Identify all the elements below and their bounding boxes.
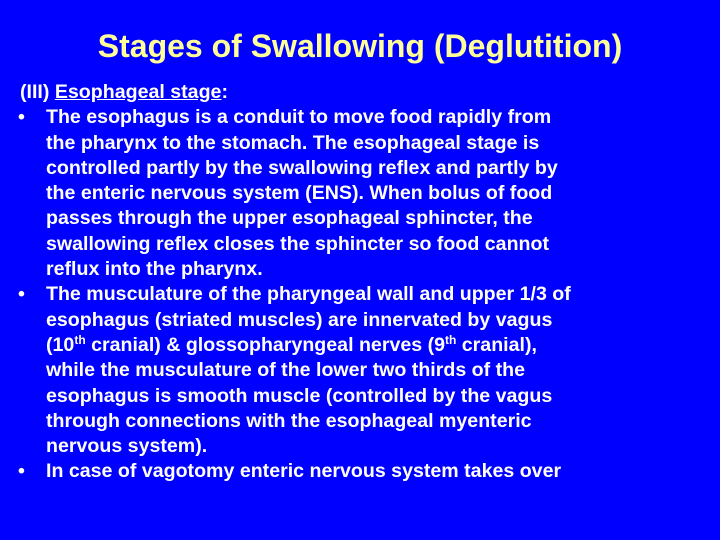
bullet-icon: • <box>18 460 25 483</box>
text-fragment: (10 <box>46 333 75 356</box>
bullet-line: passes through the upper esophageal sphincter, the <box>46 207 533 230</box>
bullet-line: controlled partly by the swallowing reflex and partly by <box>46 156 558 179</box>
slide-body <box>18 80 714 485</box>
bullet-list <box>18 105 714 484</box>
section-label: Esophageal stage <box>54 81 222 103</box>
text-fragment: cranial) & glossopharyngeal nerves (9 <box>85 333 446 356</box>
superscript: th <box>445 332 457 347</box>
bullet-line: swallowing reflex closes the sphincter so food cannot <box>46 232 550 255</box>
bullet-line: while the musculature of the lower two thirds of the <box>46 359 525 382</box>
slide-title: Stages of Swallowing (Deglutition) <box>97 28 623 64</box>
bullet-line: the pharynx to the stomach. The esophageal stage is <box>46 131 540 154</box>
bullet-line: through connections with the esophageal myenteric <box>46 409 532 432</box>
section-heading <box>18 80 714 105</box>
bullet-line: nervous system). <box>46 435 208 458</box>
section-prefix: (III) <box>20 81 55 103</box>
bullet-icon: • <box>18 283 25 306</box>
bullet-line: esophagus is smooth muscle (controlled by the vagus <box>46 384 553 407</box>
bullet-line: The musculature of the pharyngeal wall and upper 1/3 of <box>46 283 571 306</box>
bullet-line: the enteric nervous system (ENS). When bolus of food <box>46 182 553 205</box>
bullet-line: The esophagus is a conduit to move food rapidly from <box>46 106 552 129</box>
bullet-line: reflux into the pharynx. <box>46 258 263 281</box>
bullet-line <box>46 333 714 358</box>
text-fragment: cranial), <box>456 333 537 356</box>
bullet-line: In case of vagotomy enteric nervous system takes over <box>46 460 562 483</box>
bullet-item-musculature <box>18 282 714 459</box>
bullet-icon: • <box>18 106 25 129</box>
bullet-line: esophagus (striated muscles) are innervated by vagus <box>46 308 553 331</box>
bullet-item-esophagus-conduit <box>18 105 714 282</box>
section-suffix: : <box>221 81 228 103</box>
bullet-item-vagotomy <box>18 459 714 484</box>
superscript: th <box>74 332 86 347</box>
